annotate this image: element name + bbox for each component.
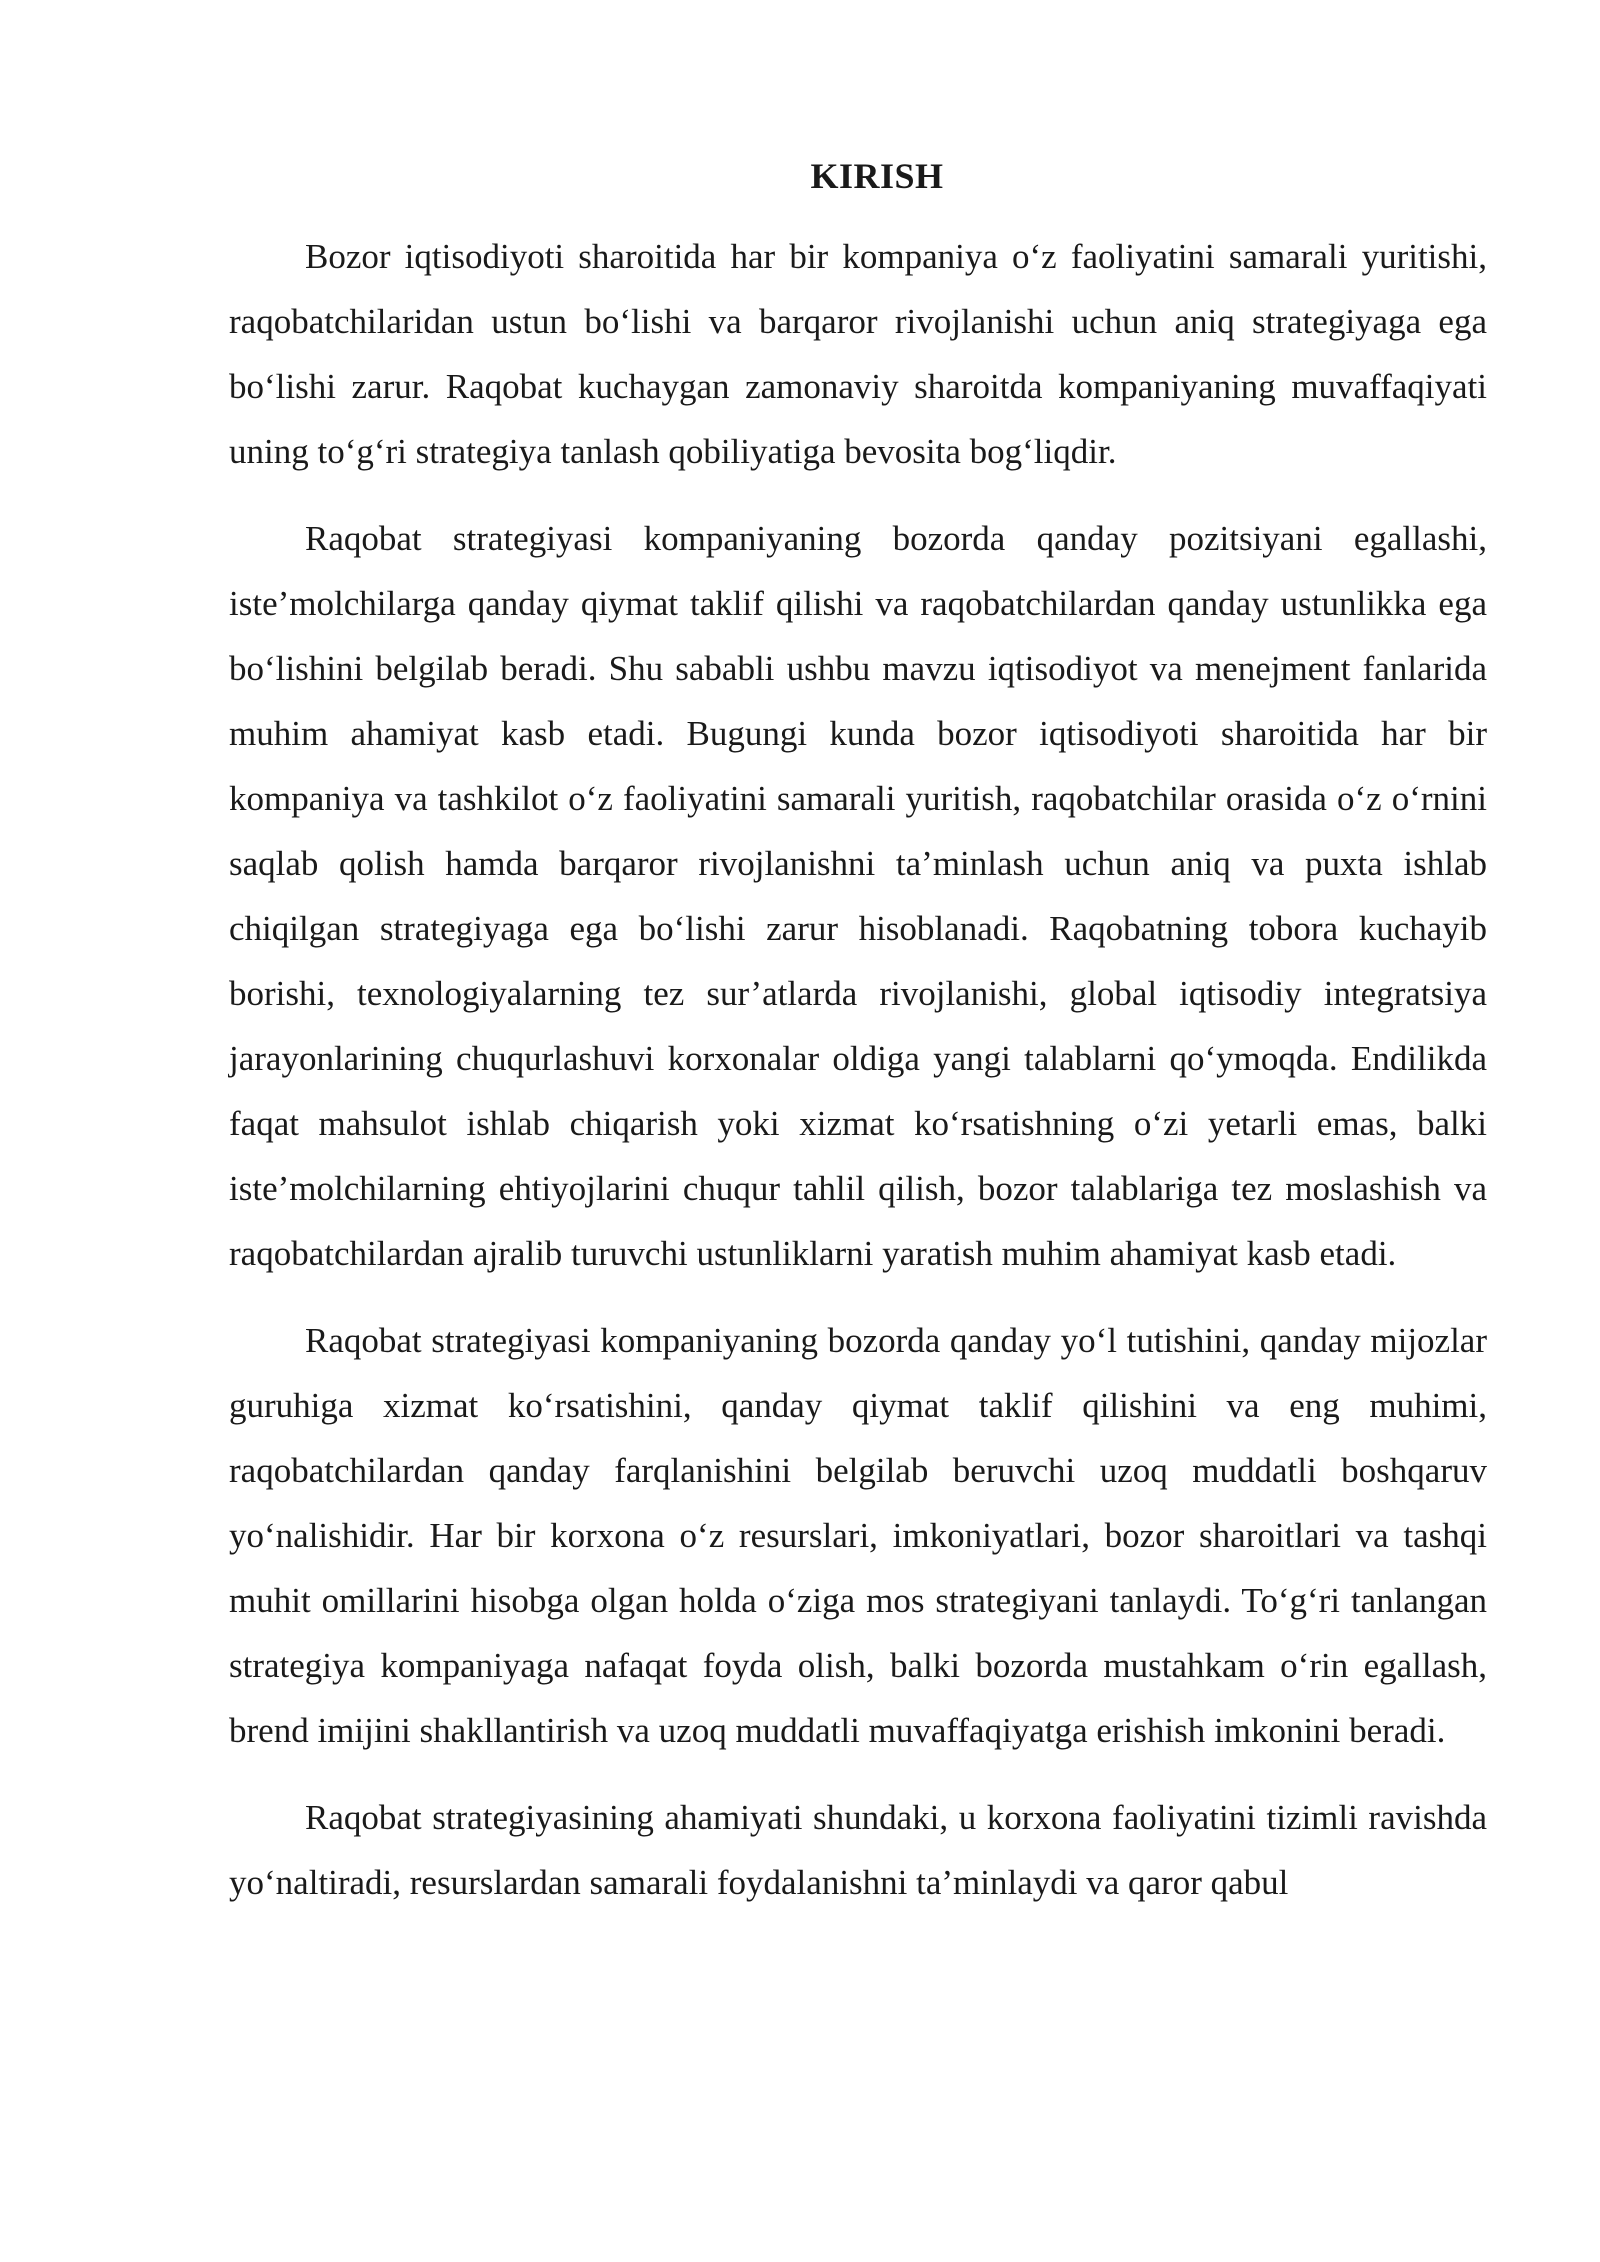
paragraph-1: Bozor iqtisodiyoti sharoitida har bir kompaniya o‘z faoliyatini samarali yuritishi, raqobatchilaridan ustun bo‘lishi va barqaror rivojlanishi uchun aniq strategiyaga ega bo‘lishi zarur. Raqobat kuchaygan zamonaviy sharoitda kompaniyaning muvaffaqiyati uning to‘g‘ri strategiya tanlash qobiliyatiga bevosita bog‘liqdir. bbox=[229, 237, 1487, 471]
paragraph-4: Raqobat strategiyasining ahamiyati shundaki, u korxona faoliyatini tizimli ravishda yo‘naltiradi, resurslardan samarali foydalanishni ta’minlaydi va qaror qabul bbox=[229, 1798, 1487, 1902]
document-body bbox=[229, 150, 1487, 1937]
paragraph-2: Raqobat strategiyasi kompaniyaning bozorda qanday pozitsiyani egallashi, iste’molchilarga qanday qiymat taklif qilishi va raqobatchilardan qanday ustunlikka ega bo‘lishini belgilab beradi. Shu sababli ushbu mavzu iqtisodiyot va menejment fanlarida muhim ahamiyat kasb etadi. Bugungi kunda bozor iqtisodiyoti sharoitida har bir kompaniya va tashkilot o‘z faoliyatini samarali yuritish, raqobatchilar orasida o‘z o‘rnini saqlab qolish hamda barqaror rivojlanishni ta’minlash uchun aniq va puxta ishlab chiqilgan strategiyaga ega bo‘lishi zarur hisoblanadi. Raqobatning tobora kuchayib borishi, texnologiyalarning tez sur’atlarda rivojlanishi, global iqtisodiy integratsiya jarayonlarining chuqurlashuvi korxonalar oldiga yangi talablarni qo‘ymoqda. Endilikda faqat mahsulot ishlab chiqarish yoki xizmat ko‘rsatishning o‘zi yetarli emas, balki iste’molchilarning ehtiyojlarini chuqur tahlil qilish, bozor talablariga tez moslashish va raqobatchilardan ajralib turuvchi ustunliklarni yaratish muhim ahamiyat kasb etadi. bbox=[229, 519, 1487, 1273]
page-title: KIRISH bbox=[810, 156, 944, 196]
paragraph-3: Raqobat strategiyasi kompaniyaning bozorda qanday yo‘l tutishini, qanday mijozlar guruhiga xizmat ko‘rsatishini, qanday qiymat taklif qilishini va eng muhimi, raqobatchilardan qanday farqlanishini belgilab beruvchi uzoq muddatli boshqaruv yo‘nalishidir. Har bir korxona o‘z resurslari, imkoniyatlari, bozor sharoitlari va tashqi muhit omillarini hisobga olgan holda o‘ziga mos strategiyani tanlaydi. To‘g‘ri tanlangan strategiya kompaniyaga nafaqat foyda olish, balki bozorda mustahkam o‘rin egallash, brend imijini shakllantirish va uzoq muddatli muvaffaqiyatga erishish imkonini beradi. bbox=[229, 1321, 1487, 1750]
